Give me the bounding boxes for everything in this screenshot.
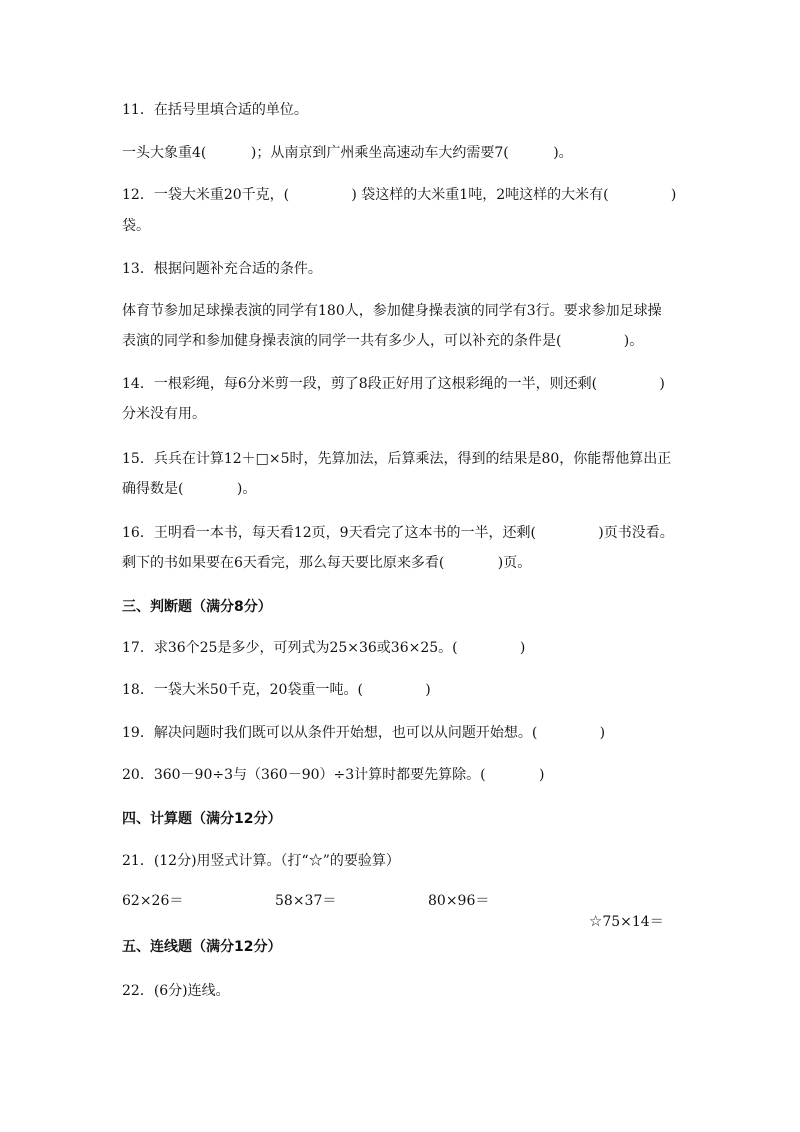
question-13-line1: 体育节参加足球操表演的同学有180人，参加健身操表演的同学有3行。要求参加足球操: [122, 303, 662, 319]
question-16-line2: 剩下的书如果要在6天看完，那么每天要比原来多看( )页。: [122, 555, 532, 571]
calc-item-4: [580, 891, 664, 932]
question-13-title: 13．根据问题补充合适的条件。: [122, 261, 322, 277]
question-13-line2: 表演的同学和参加健身操表演的同学一共有多少人，可以补充的条件是( )。: [122, 333, 644, 349]
question-11-body: 一头大象重4( )；从南京到广州乘坐高速动车大约需要7( )。: [122, 145, 573, 161]
question-16-line1: 16．王明看一本书，每天看12页，9天看完了这本书的一半，还剩( )页书没看。: [122, 525, 674, 541]
calc-item-2: 58×37＝: [275, 893, 337, 909]
question-17: 17．求36个25是多少，可列式为25×36或36×25。( ): [122, 640, 526, 656]
question-15-line2: 确得数是( )。: [122, 481, 257, 497]
section-4-heading: 四、计算题（满分12分）: [122, 811, 282, 827]
calc-item-4-expr: 75×14＝: [602, 914, 664, 930]
question-18: 18．一袋大米50千克，20袋重一吨。( ): [122, 682, 431, 698]
question-21-title: 21．(12分)用竖式计算。（打“☆”的要验算）: [122, 853, 400, 869]
calc-item-3: 80×96＝: [428, 893, 490, 909]
question-20: 20．360－90÷3与（360－90）÷3计算时都要先算除。( ): [122, 767, 545, 783]
question-14-line2: 分米没有用。: [122, 406, 206, 422]
star-icon: ☆: [588, 912, 603, 930]
question-14-line1: 14．一根彩绳，每6分米剪一段，剪了8段正好用了这根彩绳的一半，则还剩( ): [122, 376, 665, 392]
question-15-line1: 15．兵兵在计算12＋□×5时，先算加法，后算乘法，得到的结果是80，你能帮他算出正: [122, 451, 672, 467]
question-11-title: 11．在括号里填合适的单位。: [122, 102, 308, 118]
question-12-line1: 12．一袋大米重20千克，( ) 袋这样的大米重1吨，2吨这样的大米有( ): [122, 187, 677, 203]
section-5-heading: 五、连线题（满分12分）: [122, 939, 282, 955]
calc-item-1: 62×26＝: [122, 893, 184, 909]
question-22-title: 22．(6分)连线。: [122, 983, 230, 999]
section-3-heading: 三、判断题（满分8分）: [122, 599, 272, 615]
question-19: 19．解决问题时我们既可以从条件开始想，也可以从问题开始想。( ): [122, 725, 606, 741]
question-12-line2: 袋。: [122, 218, 150, 234]
